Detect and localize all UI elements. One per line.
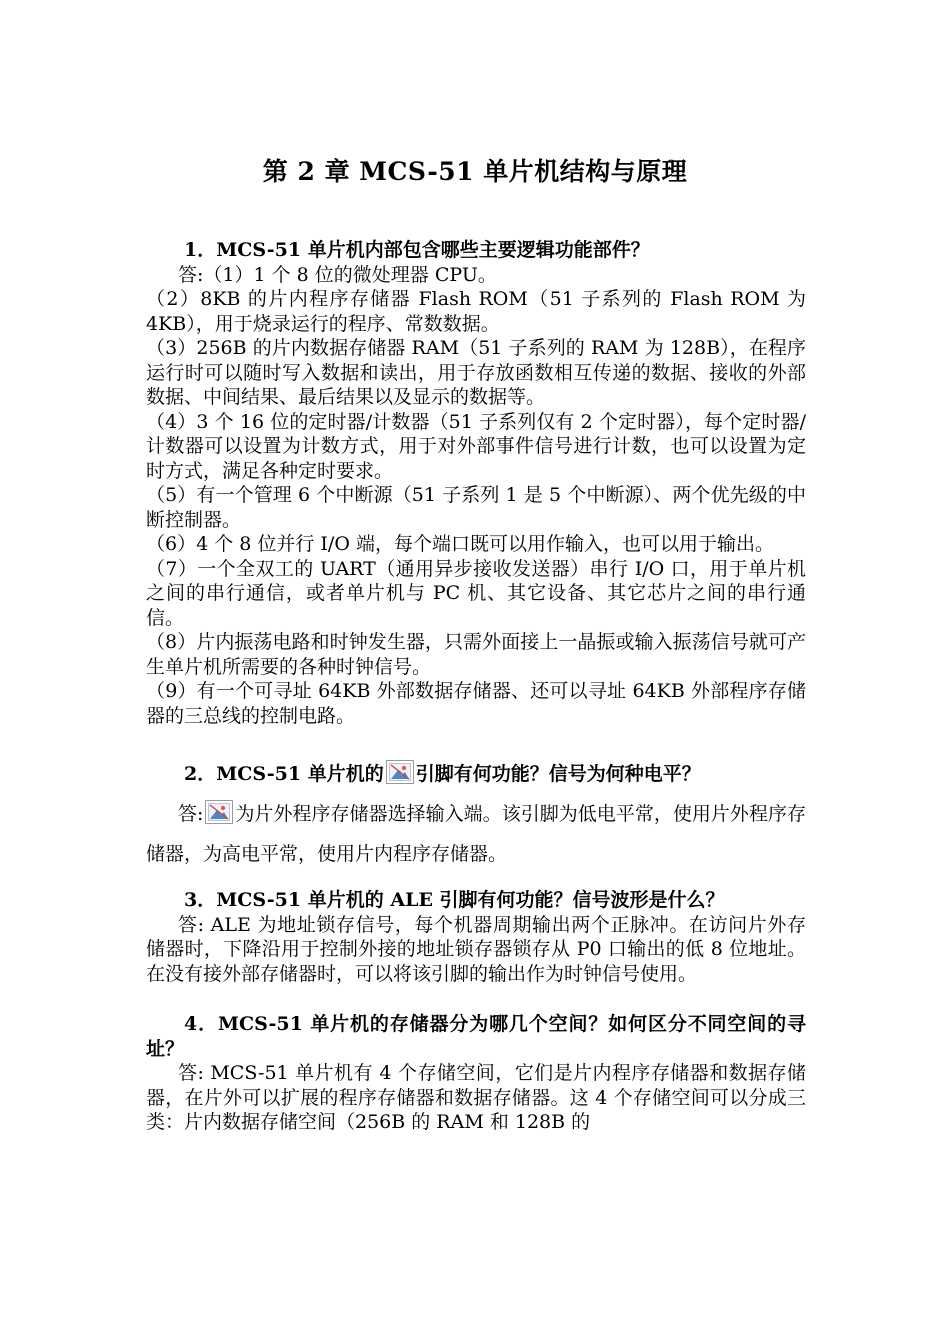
- question-3: 3．MCS-51 单片机的 ALE 引脚有何功能？信号波形是什么？: [184, 889, 725, 911]
- answer-1-item-4: （4）3 个 16 位的定时器/计数器（51 子系列仅有 2 个定时器），每个定时器/计数器可以设置为计数方式，用于对外部事件信号进行计数，也可以设置为定时方式，满足各种定时要求。: [146, 410, 806, 482]
- answer-2-post: 为片外程序存储器选择输入端。该引脚为低电平常，使用片外程序存储器，为高电平常，使用片内程序存储器。: [146, 803, 806, 865]
- answer-1-item-9: （9）有一个可寻址 64KB 外部数据存储器、还可以寻址 64KB 外部程序存储器的三总线的控制电路。: [146, 680, 806, 727]
- answer-1-item-5: （5）有一个管理 6 个中断源（51 子系列 1 是 5 个中断源）、两个优先级的中断控制器。: [146, 484, 806, 531]
- answer-2: [146, 794, 806, 874]
- broken-image-icon: [205, 800, 233, 824]
- answer-1-item-2: （2）8KB 的片内程序存储器 Flash ROM（51 子系列的 Flash ROM 为 4KB），用于烧录运行的程序、常数数据。: [146, 288, 806, 335]
- answer-1-item-1: 答:（1）1 个 8 位的微处理器 CPU。: [178, 263, 497, 286]
- answer-3: 答: ALE 为地址锁存信号，每个机器周期输出两个正脉冲。在访问片外存储器时，下降沿用于控制外接的地址锁存器锁存从 P0 口输出的低 8 位地址。在没有接外部存储器时，可以将该引脚的输出作为时钟信号使用。: [146, 913, 806, 985]
- question-2-pre: 2．MCS-51 单片机的: [184, 763, 384, 785]
- broken-image-icon: [386, 760, 414, 784]
- answer-1-item-3: （3）256B 的片内数据存储器 RAM（51 子系列的 RAM 为 128B），在程序运行时可以随时写入数据和读出，用于存放函数相互传递的数据、接收的外部数据、中间结果、最后结果以及显示的数据等。: [146, 337, 806, 408]
- question-1: 1．MCS-51 单片机内部包含哪些主要逻辑功能部件？: [184, 239, 650, 261]
- chapter-title: 第 2 章 MCS-51 单片机结构与原理: [262, 157, 688, 186]
- answer-1-item-7: （7）一个全双工的 UART（通用异步接收发送器）串行 I/O 口，用于单片机之间的串行通信，或者单片机与 PC 机、其它设备、其它芯片之间的串行通信。: [146, 557, 806, 629]
- question-2-post: 引脚有何功能？信号为何种电平？: [415, 763, 701, 785]
- question-2: [146, 754, 806, 794]
- document-body: [146, 238, 806, 1135]
- answer-1-item-8: （8）片内振荡电路和时钟发生器，只需外面接上一晶振或输入振荡信号就可产生单片机所需要的各种时钟信号。: [146, 631, 806, 678]
- answer-2-pre: 答:: [178, 803, 204, 825]
- answer-1-item-6: （6）4 个 8 位并行 I/O 端，每个端口既可以用作输入，也可以用于输出。: [146, 533, 774, 555]
- question-4: 4．MCS-51 单片机的存储器分为哪几个空间？如何区分不同空间的寻址？: [146, 1013, 806, 1060]
- answer-4: 答: MCS-51 单片机有 4 个存储空间，它们是片内程序存储器和数据存储器，在片外可以扩展的程序存储器和数据存储器。这 4 个存储空间可以分成三类：片内数据存储空间（256B 的 RAM 和 128B 的: [146, 1062, 806, 1133]
